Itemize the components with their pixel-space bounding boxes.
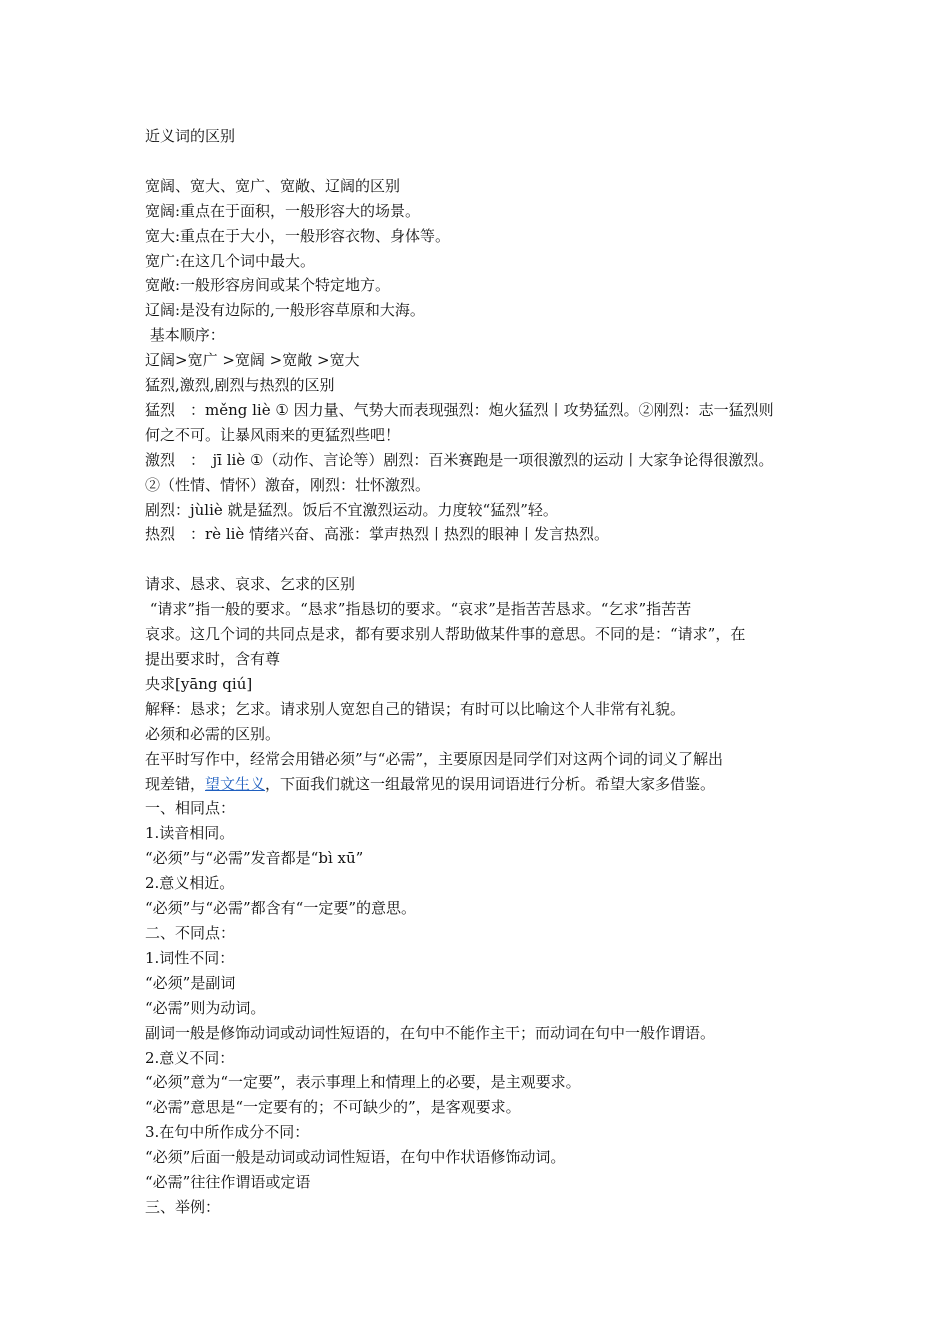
text-line: 猛烈 ：měng liè ① 因力量、气势大而表现强烈：炮火猛烈丨攻势猛烈。②刚烈：志一猛烈则 [145,400,774,419]
text-line: “必须”后面一般是动词或动词性短语，在句中作状语修饰动词。 [145,1148,566,1167]
text-line: ②（性情、情怀）激奋，刚烈：壮怀激烈。 [145,475,431,494]
text-line: “必需”往往作谓语或定语 [145,1173,311,1192]
text-line: “必须”与“必需”发音都是“bì xū” [145,849,364,868]
text-line: 2.意义不同： [145,1048,235,1067]
text-line: 何之不可。让暴风雨来的更猛烈些吧！ [145,425,401,444]
text-line: 辽阔>宽广 >宽阔 >宽敞 >宽大 [145,351,360,370]
text-line: 基本顺序： [145,326,225,345]
text-line: 3.在句中所作成分不同： [145,1123,310,1142]
wangwenshengyi-link[interactable]: 望文生义 [205,774,266,793]
text-line: “必须”意为“一定要”，表示事理上和情理上的必要，是主观要求。 [145,1073,581,1092]
section-heading: 宽阔、宽大、宽广、宽敞、辽阔的区别 [145,176,401,195]
text-line-with-link [145,772,825,797]
text-line: 2.意义相近。 [145,874,235,893]
text-line: “必需”意思是“一定要有的；不可缺少的”，是客观要求。 [145,1098,521,1117]
text-line: 副词一般是修饰动词或动词性短语的，在句中不能作主干；而动词在句中一般作谓语。 [145,1023,716,1042]
text-line: 宽大:重点在于大小，一般形容衣物、身体等。 [145,226,451,245]
text-line: “必需”则为动词。 [145,998,266,1017]
section-heading: 三、举例： [145,1197,221,1216]
text-line: 激烈 ： jī liè ①（动作、言论等）剧烈：百米赛跑是一项很激烈的运动丨大家争论得很激烈。 [145,450,774,469]
text-line: 宽阔:重点在于面积，一般形容大的场景。 [145,201,421,220]
text-span: 现差错， [145,774,206,793]
doc-title: 近义词的区别 [145,127,236,145]
text-line: 1.读音相同。 [145,824,235,843]
document-body [145,124,825,1220]
text-line: 宽广:在这几个词中最大。 [145,251,316,270]
text-line: 解释：恳求；乞求。请求别人宽恕自己的错误；有时可以比喻这个人非常有礼貌。 [145,699,686,718]
blank-line [145,149,825,174]
text-span: ，下面我们就这一组最常见的误用词语进行分析。希望大家多借鉴。 [265,774,716,793]
section-heading: 二、不同点： [145,923,236,942]
text-line: 辽阔:是没有边际的,一般形容草原和大海。 [145,301,425,320]
text-line: 宽敞:一般形容房间或某个特定地方。 [145,276,391,295]
text-line: 1.词性不同： [145,948,235,967]
section-heading: 猛烈,激烈,剧烈与热烈的区别 [145,376,335,395]
text-line: 热烈 ：rè liè 情绪兴奋、高涨：掌声热烈丨热烈的眼神丨发言热烈。 [145,525,610,544]
blank-line [145,547,825,572]
text-line: 提出要求时，含有尊 [145,650,281,668]
text-line: 在平时写作中，经常会用错必须”与“必需”，主要原因是同学们对这两个词的词义了解出 [145,749,724,768]
section-heading: 必须和必需的区别。 [145,724,281,743]
text-line: 哀求。这几个词的共同点是求，都有要求别人帮助做某件事的意思。不同的是：“请求”，在 [145,625,746,644]
text-line: “必须”是副词 [145,973,236,992]
section-heading: 请求、恳求、哀求、乞求的区别 [145,575,356,594]
text-line: “请求”指一般的要求。“恳求”指恳切的要求。“哀求”是指苦苦恳求。“乞求”指苦苦 [145,600,692,619]
text-line: “必须”与“必需”都含有“一定要”的意思。 [145,899,417,918]
text-line: 央求[yāng qiú] [145,674,253,693]
text-line: 剧烈：jùliè 就是猛烈。饭后不宜激烈运动。力度较“猛烈”轻。 [145,500,558,519]
section-heading: 一、相同点： [145,799,236,818]
